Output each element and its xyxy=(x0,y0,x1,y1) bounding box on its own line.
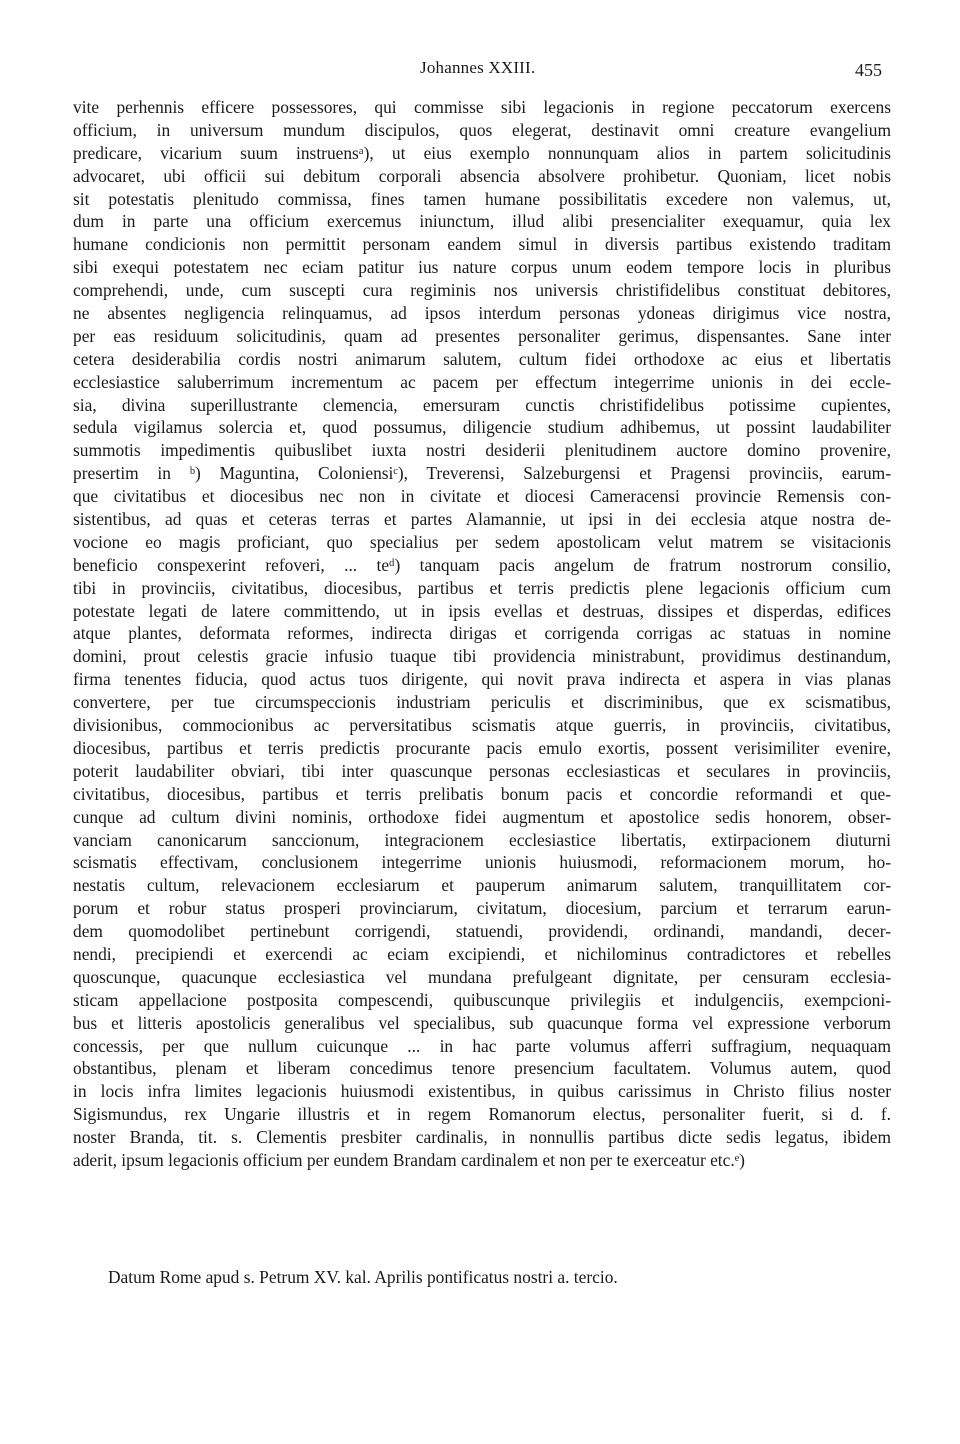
text-line: domini, prout celestis gracie infusio tuaque tibi providencia ministrabunt, providimus destinandum, xyxy=(73,646,891,667)
text-line: firma tenentes fiducia, quod actus tuos dirigente, qui novit prava indirecta et aspera in vias planas xyxy=(73,669,891,690)
text-line: divisionibus, commocionibus ac perversitatibus scismatis atque guerris, in provinciis, civitatibus, xyxy=(73,715,891,736)
text-line: in locis infra limites legacionis huiusmodi existentibus, in quibus carissimus in Christo filius noster xyxy=(73,1081,891,1102)
text-line: per eas residuum solicitudinis, quam ad presentes personaliter gerimus, dispensantes. Sane inter xyxy=(73,325,891,346)
text-line: cetera desiderabilia cordis nostri animarum salutem, cultum fidei orthodoxe ac eius et libertatis xyxy=(73,348,891,369)
text-line: poterit laudabiliter obviari, tibi inter quascunque personas ecclesiasticas et seculares in provinciis, xyxy=(73,760,891,781)
text-line: sia, divina superillustrante clemencia, emersuram cunctis christifidelibus potissime cupientes, xyxy=(73,394,891,415)
text-line: nendi, precipiendi et exercendi ac eciam excipiendi, et nichilominus contradictores et rebelles xyxy=(73,943,891,964)
text-line: potestate legati de latere committendo, ut in ipsis evellas et destruas, dissipes et disperdas, edifices xyxy=(73,600,891,621)
text-line: Sigismundus, rex Ungarie illustris et in regem Romanorum electus, personaliter fuerit, si d. f. xyxy=(73,1104,891,1125)
text-line: sit potestatis plenitudo commissa, fines tamen humane possibilitatis excedere non valemus, ut, xyxy=(73,188,891,209)
text-line: nestatis cultum, relevacionem ecclesiarum et pauperum animarum salutem, tranquillitatem cor- xyxy=(73,875,891,896)
text-line: sticam appellacione postposita compescendi, quibuscunque privilegiis et indulgenciis, exempcioni- xyxy=(73,989,891,1010)
text-line: porum et robur status prosperi provinciarum, civitatum, diocesium, parcium et terrarum earun- xyxy=(73,898,891,919)
text-line: dem quomodolibet pertinebunt corrigendi, statuendi, providendi, ordinandi, mandandi, decer- xyxy=(73,921,891,942)
text-line: sibi exequi potestatem nec eciam patitur ius nature corpus unum eodem tempore locis in pluribus xyxy=(73,257,891,278)
text-line: quoscunque, quacunque ecclesiastica vel mundana prefulgeant dignitate, per censuram ecclesia- xyxy=(73,966,891,987)
page-number: 455 xyxy=(855,60,882,80)
text-line: vocione eo magis proficiant, quo specialius per sedem apostolicam velut matrem se visitacionis xyxy=(73,531,891,552)
text-line: scismatis effectivam, conclusionem integerrime unionis huiusmodi, reformacionem morum, ho- xyxy=(73,852,891,873)
text-line: civitatibus, diocesibus, partibus et terris prelibatis bonum pacis et concordie reformandi et que- xyxy=(73,783,891,804)
text-line: advocaret, ubi officii sui debitum corporali absencia absolvere prohibetur. Quoniam, licet nobis xyxy=(73,165,891,186)
text-line: sedula vigilamus solercia et, quod possumus, diligencie studium adhibemus, ut possint laudabiliter xyxy=(73,417,891,438)
text-line: concessis, per que nullum cuicunque ... in hac parte volumus afferri suffragium, nequaquam xyxy=(73,1035,891,1056)
body-paragraph xyxy=(73,96,891,1172)
text-line: obstantibus, plenam et liberam concedimus tenore presencium facultatem. Volumus autem, quod xyxy=(73,1058,891,1079)
text-line: cunque ad cultum divini nominis, orthodoxe fidei augmentum et apostolice sedis honorem, obser- xyxy=(73,806,891,827)
text-line: vite perhennis efficere possessores, qui commisse sibi legacionis in regione peccatorum exercens xyxy=(73,97,891,117)
text-line: tibi in provinciis, civitatibus, diocesibus, partibus et terris predictis plene legacionis officium cum xyxy=(73,577,891,598)
text-line: comprehendi, unde, cum suscepti cura regiminis nos universis christifidelibus constituat debitores, xyxy=(73,280,891,301)
dateline: Datum Rome apud s. Petrum XV. kal. Aprilis pontificatus nostri a. tercio. xyxy=(108,1267,618,1287)
text-line: presertim in ᵇ) Maguntina, Coloniensiᶜ), Treverensi, Salzeburgensi et Pragensi provinciis, earum- xyxy=(73,463,891,484)
text-line: predicare, vicarium suum instruensᵃ), ut eius exemplo nonnunquam alios in partem solicitudinis xyxy=(73,142,891,163)
text-line: sistentibus, ad quas et ceteras terras et partes Alamannie, ut ipsi in dei ecclesia atque nostra de- xyxy=(73,509,891,530)
text-line: vanciam canonicarum sanccionum, integracionem ecclesiastice libertatis, extirpacionem diuturni xyxy=(73,829,891,850)
text-line: bus et litteris apostolicis generalibus vel specialibus, sub quacunque forma vel expressione verborum xyxy=(73,1012,891,1033)
text-line: officium, in universum mundum discipulos, quos elegerat, destinavit omni creature evangelium xyxy=(73,119,891,140)
text-line: dum in parte una officium exercemus iniunctum, illud alibi presencialiter exequamur, quia lex xyxy=(73,211,891,232)
text-line: humane condicionis non permittit personam eandem simul in diversis partibus existendo traditam xyxy=(73,234,891,255)
text-line: ecclesiastice saluberrimum incrementum ac pacem per effectum integerrime unionis in dei eccle- xyxy=(73,371,891,392)
running-head: Johannes XXIII. xyxy=(420,58,536,77)
text-line: summotis impedimentis quibuslibet iuxta nostri desiderii plenitudinem auctore domino provenire, xyxy=(73,440,891,461)
text-line: beneficio conspexerint refoveri, ... teᵈ) tanquam pacis angelum de fratrum nostrorum consilio, xyxy=(73,554,891,575)
text-line: convertere, per tue circumspeccionis industriam periculis et discriminibus, que ex scismatibus, xyxy=(73,692,891,713)
text-line: que civitatibus et diocesibus nec non in civitate et diocesi Cameracensi provincie Remensis con- xyxy=(73,486,891,507)
text-line: ne absentes negligencia relinquamus, ad ipsos interdum personas ydoneas dirigimus vice nostra, xyxy=(73,303,891,324)
text-line: noster Branda, tit. s. Clementis presbiter cardinalis, in nonnullis partibus dicte sedis legatus, ibidem xyxy=(73,1127,891,1148)
text-line: diocesibus, partibus et terris predictis procurante pacis emulo exortis, possent verisimiliter evenire, xyxy=(73,737,891,758)
text-line: aderit, ipsum legacionis officium per eundem Brandam cardinalem et non per te exerceatur etc.ᵉ) xyxy=(73,1149,745,1170)
text-line: atque plantes, deformata reformes, indirecta dirigas et corrigenda corrigas ac statuas in nomine xyxy=(73,623,891,644)
